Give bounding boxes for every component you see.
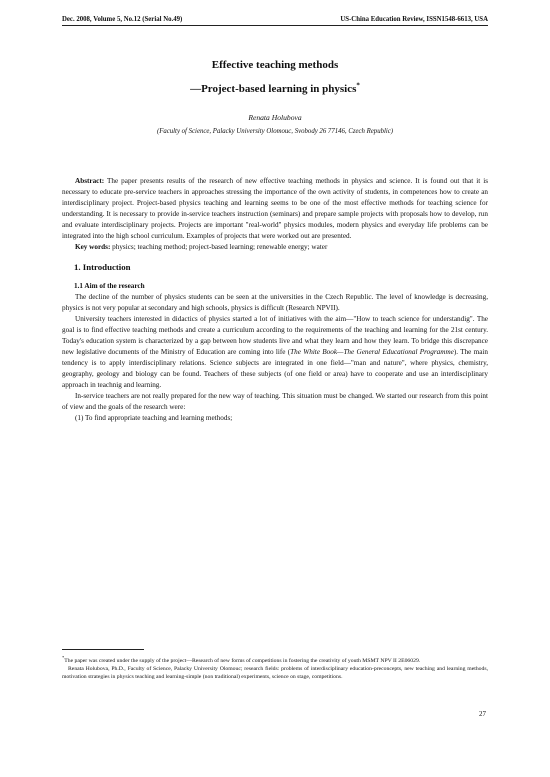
keywords — [62, 242, 488, 253]
article-body — [62, 176, 488, 424]
subsection-heading: 1.1 Aim of the research — [74, 282, 145, 290]
page-number: 27 — [479, 710, 486, 718]
paragraph-2-end: ). The main tendency is to apply interdisciplinary relations. Science subjects are integrated in one field—"man and nature", where physics, chemistry, geography, geology and biology can be found. Teachers of these subjects (of one field or area) have to cooperate and use an interdisciplinary approach in teachnig and learning. — [62, 348, 488, 389]
footnote-1-text: The paper was created under the supply of the project—Research of new forms of competitions in fostering the creativity of youth MSMT NPV II 2E06029. — [64, 657, 421, 664]
list-item: (1) To find appropriate teaching and learning methods; — [75, 414, 233, 422]
footnotes — [62, 654, 488, 682]
paragraph-2-italic: The White Book—The General Educational Programme — [290, 348, 454, 356]
paragraph-1: The decline of the number of physics students can be seen at the universities in the Czech Republic. The level of knowledge is decreasing, physics is not very popular at secondary and high schools, physics is difficult (Research NPVII). — [62, 293, 488, 312]
paragraph-2 — [62, 314, 488, 391]
journal-name: US-China Education Review, ISSN1548-6613, USA — [340, 16, 488, 23]
paragraph-2-text: University teachers interested in didactics of physics started a lot of initiatives with the aim—"How to teach science for understandig". The goal is to find effective teaching methods and create a curriculum according to the requirements of the teaching and learning for the 21st century. Today's education system is characterized by a gap between how students live and what they learn and how they learn. To bridge this discrepance new legislative documents of the Ministry of Education are coming into life ( — [62, 315, 488, 356]
affiliation: (Faculty of Science, Palacky University Olomouc, Svobody 26 77146, Czech Republic) — [156, 128, 394, 135]
subtitle-text: —Project-based learning in physics — [190, 83, 357, 95]
footnote-rule — [62, 649, 144, 650]
title-block — [62, 58, 488, 135]
subtitle — [62, 82, 488, 96]
running-head — [62, 16, 488, 26]
footnote-1 — [62, 654, 488, 665]
footnote-mark: * — [62, 655, 65, 660]
keywords-label: Key words: — [75, 243, 111, 251]
paragraph-3: In-service teachers are not really prepared for the new way of teaching. This situation must be changed. We started our research from this point of view and the goals of the research were: — [62, 392, 488, 411]
section-heading: 1. Introduction — [74, 262, 131, 272]
title: Effective teaching methods — [211, 59, 339, 71]
author: Renata Holubova — [248, 113, 302, 122]
abstract-label: Abstract: — [75, 177, 105, 185]
journal-issue: Dec. 2008, Volume 5, No.12 (Serial No.49) — [62, 16, 183, 23]
title-footnote-mark: * — [356, 81, 360, 90]
footnote-2: Renata Holubova, Ph.D., Faculty of Science, Palacky University Olomouc; research fields: problems of interdisciplinary education-preconcepts, new teaching and learning methods, motivation strategies in physics teaching and learning-simple (non traditional) experiments, science on stage, competitions. — [62, 666, 488, 681]
abstract — [62, 176, 488, 242]
keywords-text: physics; teaching method; project-based learning; renewable energy; water — [110, 243, 328, 251]
abstract-text: The paper presents results of the research of new effective teaching methods in physics and science. It is found out that it is necessary to educate pre-service teachers in approaches stressing the importance of the own activity of students, in competences how to create an interdisciplinary project. Project-based physics teaching and learning seems to be one of the most effective methods for teaching science for understanding. It is necessary to provide in-service teachers instruction (seminars) and prepare sample projects with proposals how to develop, run and evaluate interdisciplinary projects. Projects are important "real-world" physics modules, modern physics and everyday life problems can be integrated into the high school curriculum. Examples of projects that were worked out are presented. — [62, 177, 488, 240]
